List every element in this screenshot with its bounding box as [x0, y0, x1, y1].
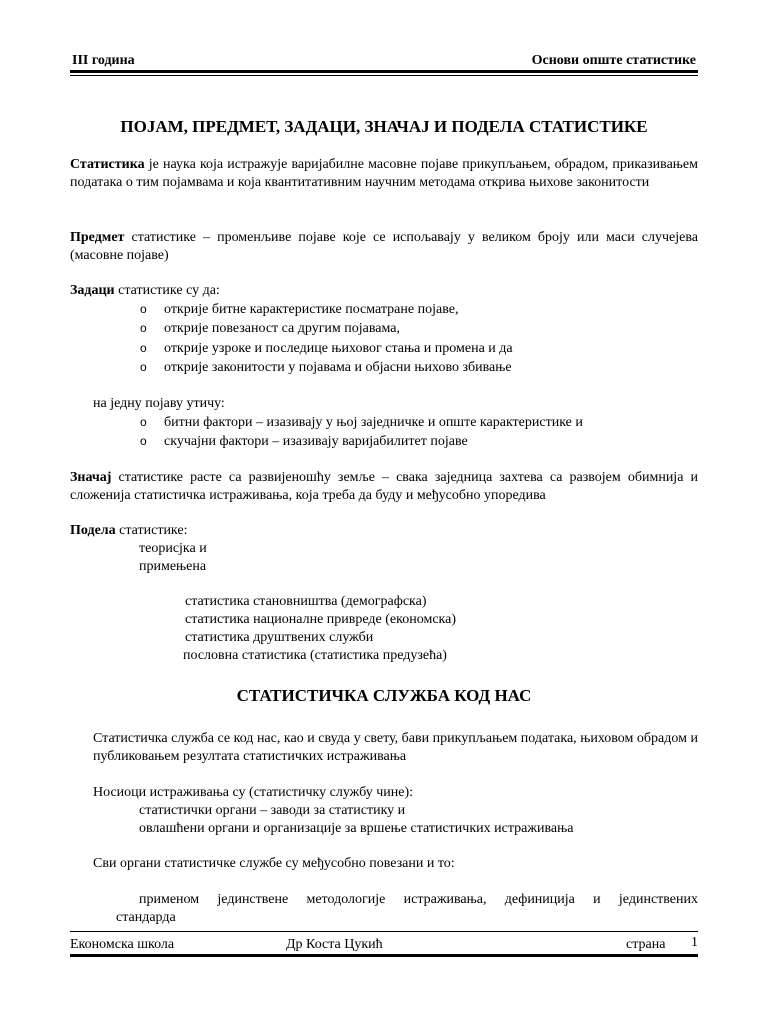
subject-paragraph — [70, 229, 698, 265]
header-year: III година — [72, 53, 135, 68]
division-text: статистике: — [115, 523, 188, 538]
division-type-theoretical: теорисјка и — [139, 541, 207, 556]
list-item: o открије законитости у појавама и објасни њихово збивање — [140, 360, 512, 375]
method-line: применом јединствене методологије истраживања, дефиниција и јединствених — [139, 892, 698, 907]
footer-school: Економска школа — [70, 937, 175, 952]
footer-rule-thin — [70, 931, 698, 932]
footer-rule — [70, 954, 698, 957]
division-term: Подела — [70, 523, 116, 538]
definition-term: Статистика — [70, 157, 145, 172]
header-rule — [70, 70, 698, 73]
list-item: o открије битне карактеристике посматране појаве, — [140, 302, 459, 317]
footer-page-number: 1 — [691, 935, 698, 950]
carrier-item: овлашћени органи и организације за вршење статистичких истраживања — [139, 821, 574, 836]
applied-branch: статистика становништва (демографска) — [185, 594, 427, 609]
subject-text: статистике – променљиве појаве које се испољавају у великом броју или маси случејева (масовне појаве) — [70, 230, 698, 263]
applied-branch: пословна статистика (статистика предузећа) — [183, 648, 447, 663]
importance-term: Значај — [70, 470, 112, 485]
tasks-text: статистике су да: — [114, 283, 220, 298]
carrier-item: статистички органи – заводи за статистику и — [139, 803, 406, 818]
header-rule-thin — [70, 75, 698, 76]
header-course: Основи опште статистике — [531, 53, 696, 68]
factors-intro: на једну појаву утичу: — [93, 396, 225, 411]
division-type-applied: примењена — [139, 559, 207, 574]
tasks-term: Задаци — [70, 283, 115, 298]
page-header — [70, 52, 698, 70]
footer-page-label: страна — [626, 937, 666, 952]
subject-term: Предмет — [70, 230, 125, 245]
page-footer — [70, 935, 698, 955]
tasks-intro — [70, 282, 220, 300]
list-item: o открије узроке и последице њиховог стања и промена и да — [140, 341, 513, 356]
definition-text: је наука која истражује варијабилне масовне појаве прикупљањем, обрадом, приказивањем података о тим појамвама и која квантитативним научним методама открива њихове законитости — [70, 157, 698, 190]
section-title-statistics: ПОЈАМ, ПРЕДМЕТ, ЗАДАЦИ, ЗНАЧАЈ И ПОДЕЛА СТАТИСТИКЕ — [120, 117, 648, 136]
footer-author: Др Коста Цукић — [286, 937, 383, 952]
list-item: o скучајни фактори – изазивају варијабилитет појаве — [140, 434, 468, 449]
importance-paragraph — [70, 469, 698, 505]
section-title-service: СТАТИСТИЧКА СЛУЖБА КОД НАС — [236, 686, 532, 705]
carriers-intro: Носиоци истраживања су (статистичку службу чине): — [93, 785, 414, 800]
list-item: o битни фактори – изазивају у њој заједничке и опште карактеристике и — [140, 415, 583, 430]
service-paragraph: Статистичка служба се код нас, као и свуда у свету, бави прикупљањем података, њиховом обрадом и публиковањем резултата статистичких истраживања — [93, 731, 698, 764]
division-intro — [70, 522, 188, 540]
importance-text: статистике расте са развијеношћу земље – свака заједница захтева са развојем обимнија и сложенија статистичка истраживања, која треба да буду и међусобно упоредива — [70, 470, 698, 503]
definition-paragraph — [70, 156, 698, 192]
method-line-cont: стандарда — [116, 910, 176, 925]
applied-branch: статистика друштвених служби — [185, 630, 374, 645]
connected-intro: Сви органи статистичке службе су међусобно повезани и то: — [93, 856, 455, 871]
list-item: o открије повезаност са другим појавама, — [140, 321, 400, 336]
applied-branch: статистика националне привреде (економска) — [185, 612, 456, 627]
